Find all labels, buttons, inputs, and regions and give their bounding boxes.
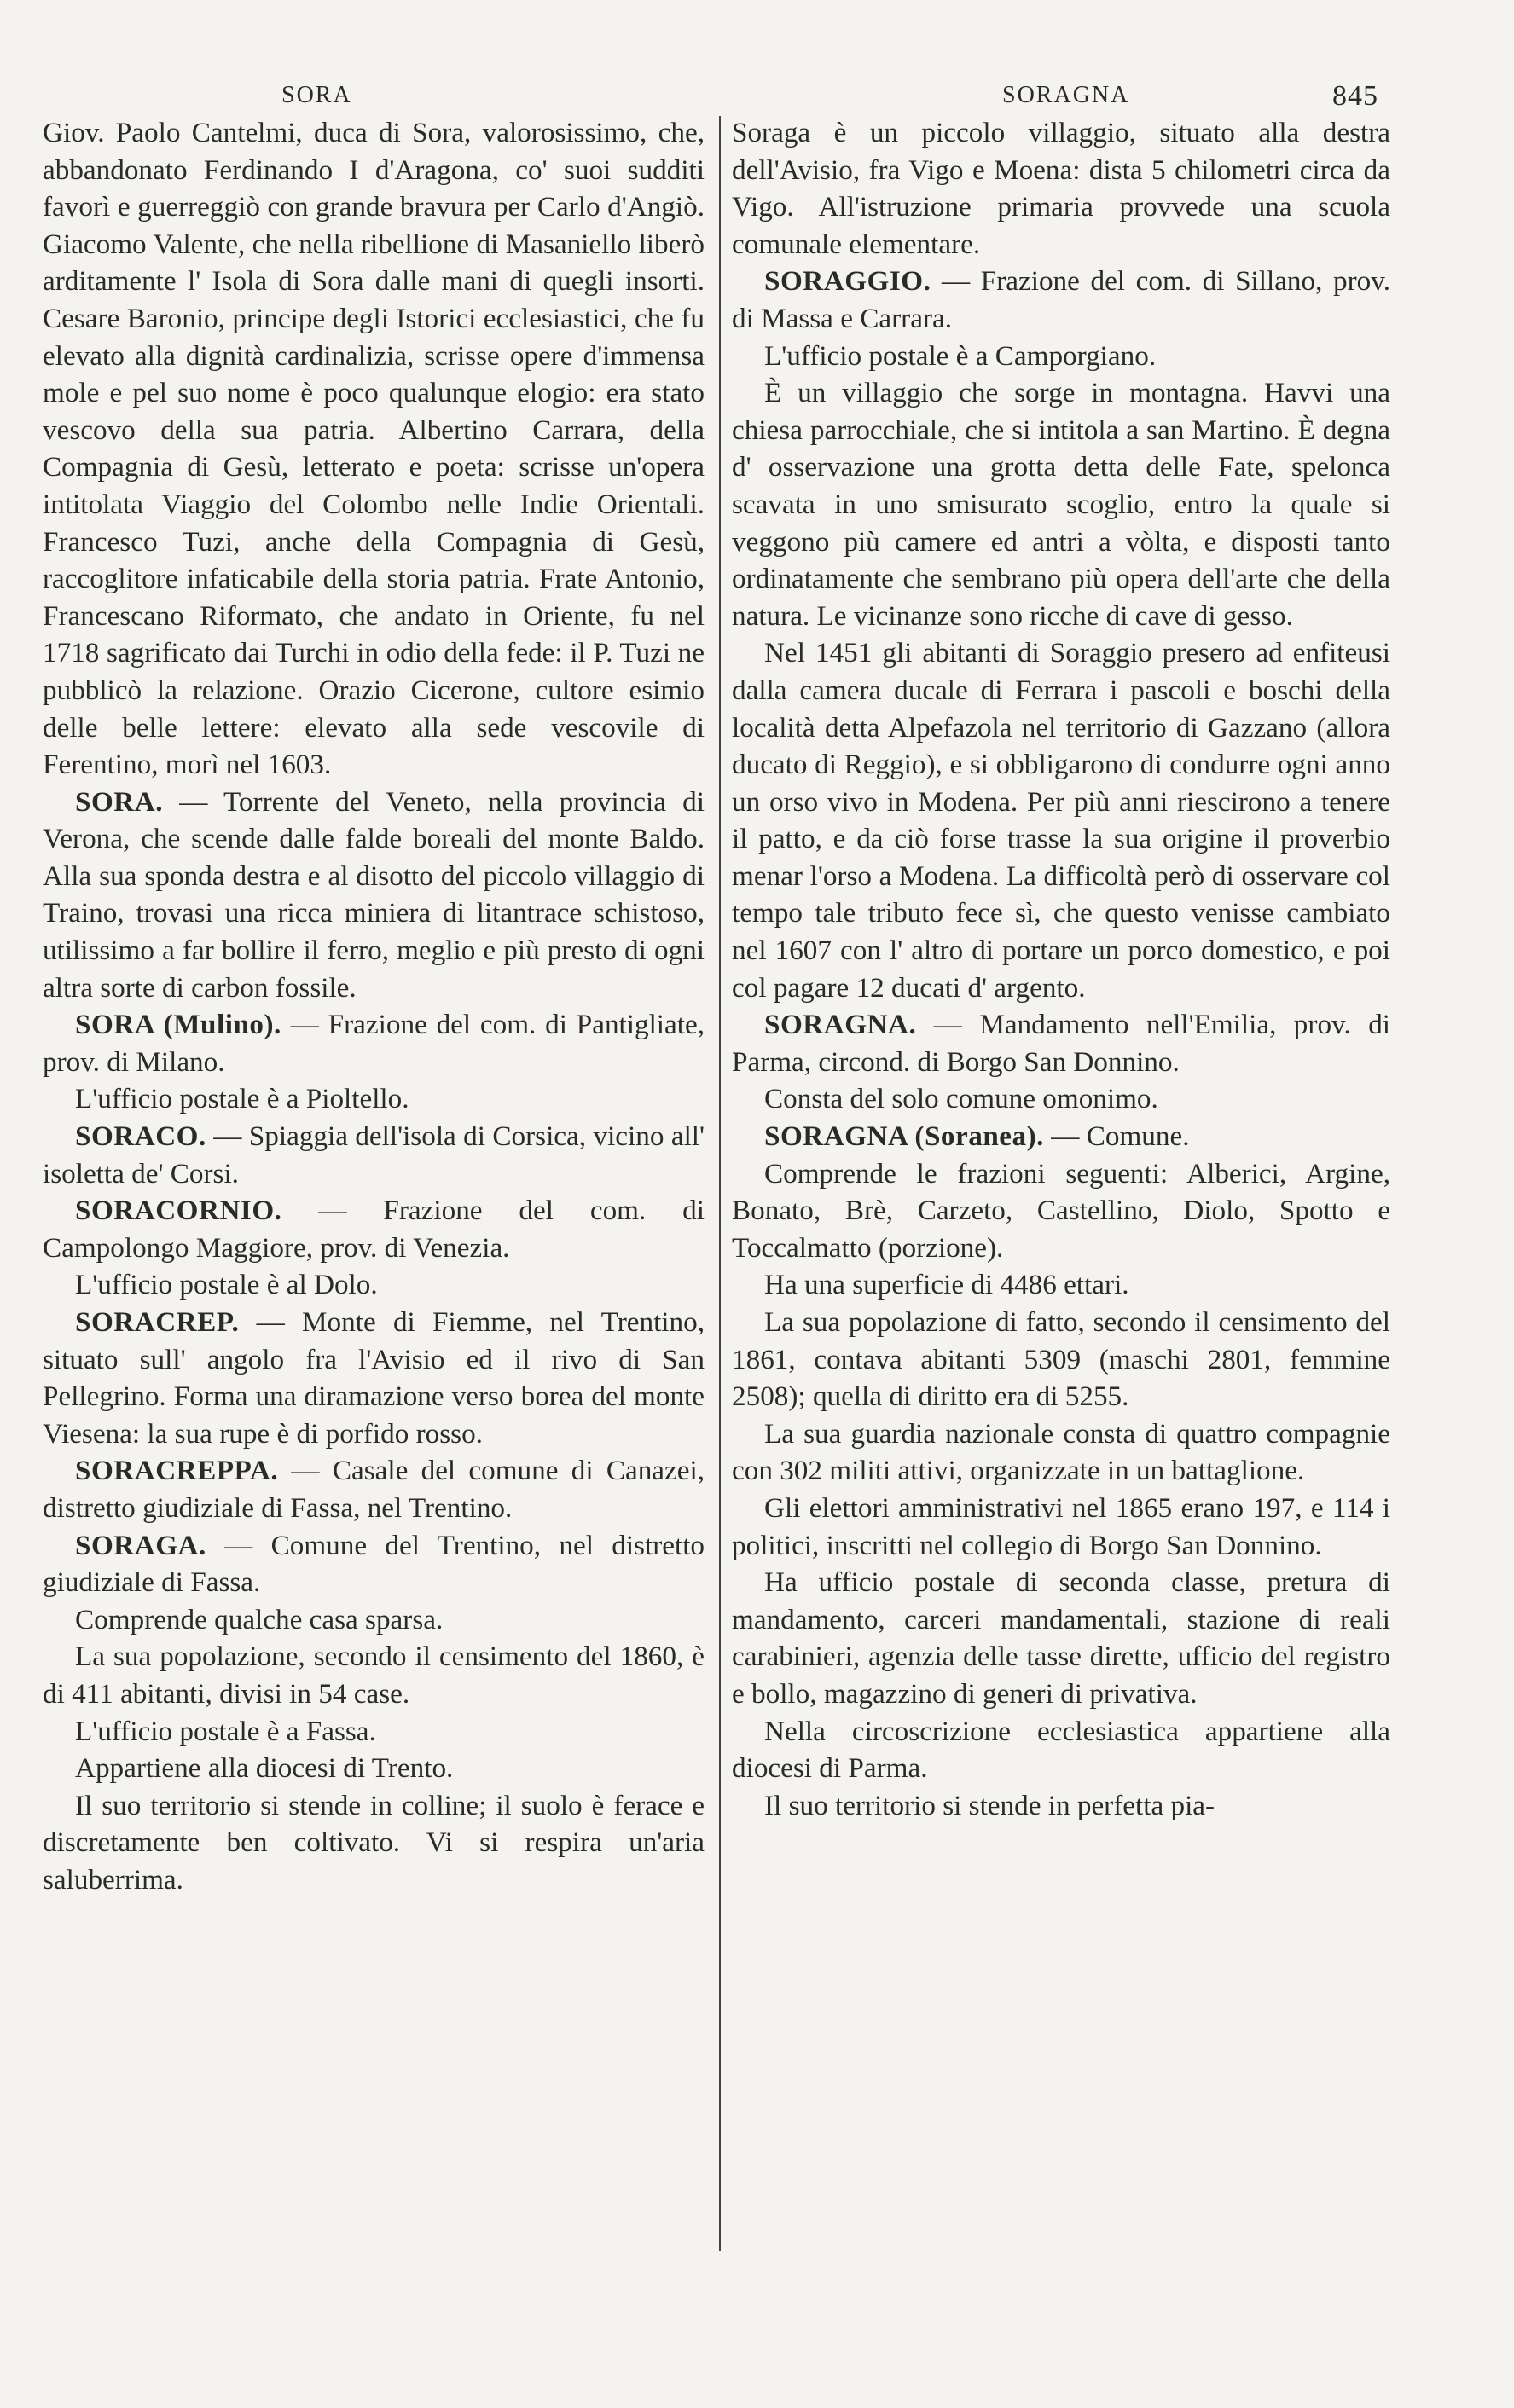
entry-term: SORAGGIO. — [764, 265, 931, 298]
entry-term: SORA. — [75, 785, 164, 818]
entry-text: Nella circoscrizione ecclesiastica appartiene alla diocesi di Parma. — [732, 1715, 1390, 1785]
entry-paragraph — [732, 1713, 1390, 1787]
entry-text: — Frazione del com. di Pantigliate, prov. di Milano. — [43, 1009, 705, 1078]
entry-text: La sua popolazione, secondo il censimento del 1860, è di 411 abitanti, divisi in 54 case. — [43, 1641, 705, 1710]
entry-term: SORACREPPA. — [75, 1455, 279, 1487]
entry-paragraph — [732, 1080, 1390, 1118]
entry-text: — Torrente del Veneto, nella provincia di Verona, che scende dalle falde boreali del monte Baldo. Alla sua sponda destra e al disotto del piccolo villaggio di Traino, trovasi una ricca miniera di litantrace schistoso, utilissimo a far bollire il ferro, meglio e più presto di ogni altra sorte di carbon fossile. — [43, 785, 705, 1004]
entry-text: Comprende le frazioni seguenti: Alberici, Argine, Bonato, Brè, Carzeto, Castellino, Diolo, Spotto e Toccalmatto (porzione). — [732, 1157, 1390, 1264]
entry-text: — Frazione del com. di Campolongo Maggiore, prov. di Venezia. — [43, 1195, 705, 1264]
entry-text: — Casale del comune di Canazei, distretto giudiziale di Fassa, nel Trentino. — [43, 1455, 705, 1524]
entry-paragraph — [732, 1155, 1390, 1267]
entry-text: — Frazione del com. di Sillano, prov. di Massa e Carrara. — [732, 265, 1390, 334]
entry-text: — Spiaggia dell'isola di Corsica, vicino all' isoletta de' Corsi. — [43, 1120, 705, 1190]
entry-paragraph — [43, 1080, 705, 1118]
entry-paragraph — [43, 784, 705, 1007]
entry-paragraph — [732, 374, 1390, 634]
entry-paragraph — [43, 1006, 705, 1080]
entry-paragraph — [732, 114, 1390, 263]
entry-paragraph — [43, 114, 705, 784]
entry-paragraph — [43, 1787, 705, 1899]
entry-text: Giov. Paolo Cantelmi, duca di Sora, valorosissimo, che, abbandonato Ferdinando I d'Aragona, co' suoi sudditi favorì e guerreggiò con grande bravura per Carlo d'Angiò. Giacomo Valente, che nella ribellione di Masaniello liberò arditamente l' Isola di Sora dalle mani di quegli insorti. Cesare Baronio, principe degli Istorici ecclesiastici, che fu elevato alla dignità cardinalizia, scrisse opere d'immensa mole e pel suo nome è poco qualunque elogio: era stato vescovo della sua patria. Albertino Carrara, della Compagnia di Gesù, letterato e poeta: scrisse un'opera intitolata Viaggio del Colombo nelle Indie Orientali. Francesco Tuzi, anche della Compagnia di Gesù, raccoglitore infaticabile della storia patria. Frate Antonio, Francescano Riformato, che andato in Oriente, fu nel 1718 sagrificato dai Turchi in odio della fede: il P. Tuzi ne pubblicò la relazione. Orazio Cicerone, cultore esimio delle belle lettere: elevato alla sede vescovile di Ferentino, morì nel 1603. — [43, 117, 705, 781]
entry-paragraph — [732, 1787, 1390, 1825]
entry-paragraph — [43, 1118, 705, 1192]
entry-paragraph — [732, 1490, 1390, 1564]
entry-text: L'ufficio postale è a Fassa. — [75, 1715, 376, 1747]
entry-paragraph — [732, 1118, 1390, 1155]
running-head-right: SORAGNA — [1002, 82, 1130, 108]
entry-text: La sua popolazione di fatto, secondo il censimento del 1861, contava abitanti 5309 (maschi 2801, femmine 2508); quella di diritto era di 5255. — [732, 1306, 1390, 1413]
running-head-left: SORA — [281, 82, 352, 108]
entry-term: SORAGNA. — [764, 1009, 917, 1041]
entry-paragraph — [43, 1452, 705, 1526]
entry-paragraph — [43, 1713, 705, 1751]
entry-text: Nel 1451 gli abitanti di Soraggio presero ad enfiteusi dalla camera ducale di Ferrara i pascoli e boschi della località detta Alpefazola nel territorio di Gazzano (allora ducato di Reggio), e si obbligarono di condurre ogni anno un orso vivo in Modena. Per più anni riescirono a tenere il patto, e da ciò forse trasse la sua origine il proverbio menar l'orso a Modena. La difficoltà però di osservare col tempo tale tributo fece sì, che questo venisse cambiato nel 1607 con l' altro di portare un porco domestico, e poi col pagare 12 ducati d' argento. — [732, 637, 1390, 1004]
entry-text: — Comune. — [1051, 1120, 1190, 1153]
entry-term: SORACO. — [75, 1120, 206, 1153]
entry-paragraph — [43, 1192, 705, 1266]
entry-text: Ha una superficie di 4486 ettari. — [764, 1269, 1129, 1301]
entry-text: Soraga è un piccolo villaggio, situato alla destra dell'Avisio, fra Vigo e Moena: dista 5 chilometri circa da Vigo. All'istruzione primaria provvede una scuola comunale elementare. — [732, 117, 1390, 260]
entry-paragraph — [43, 1601, 705, 1639]
entry-paragraph — [43, 1266, 705, 1304]
entry-text: — Comune del Trentino, nel distretto giudiziale di Fassa. — [43, 1529, 705, 1599]
entry-paragraph — [732, 1564, 1390, 1712]
entry-text: L'ufficio postale è a Camporgiano. — [764, 339, 1157, 372]
entry-text: Ha ufficio postale di seconda classe, pretura di mandamento, carceri mandamentali, stazione di reali carabinieri, agenzia delle tasse dirette, ufficio del registro e bollo, magazzino di generi di privativa. — [732, 1566, 1390, 1710]
entry-paragraph — [732, 263, 1390, 337]
page-number: 845 — [1332, 80, 1378, 112]
right-column — [732, 114, 1390, 1824]
entry-paragraph — [732, 1304, 1390, 1415]
entry-term: SORAGA. — [75, 1529, 206, 1561]
entry-term: SORA (Mulino). — [75, 1009, 281, 1041]
entry-text: — Monte di Fiemme, nel Trentino, situato sull' angolo fra l'Avisio ed il rivo di San Pellegrino. Forma una diramazione verso borea del monte Viesena: la sua rupe è di porfido rosso. — [43, 1306, 705, 1450]
entry-text: Consta del solo comune omonimo. — [764, 1083, 1158, 1115]
entry-paragraph — [732, 1415, 1390, 1490]
entry-paragraph — [43, 1304, 705, 1452]
entry-text: È un villaggio che sorge in montagna. Havvi una chiesa parrocchiale, che si intitola a san Martino. È degna d' osservazione una grotta detta delle Fate, spelonca scavata in uno smisurato scoglio, entro la quale si veggono più camere ed antri a vòlta, e disposti tanto ordinatamente che sembrano più opera dell'arte che della natura. Le vicinanze sono ricche di cave di gesso. — [732, 377, 1390, 632]
left-column — [43, 114, 705, 1899]
entry-term: SORAGNA (Soranea). — [764, 1120, 1044, 1153]
entry-paragraph — [732, 1266, 1390, 1304]
entry-text: Gli elettori amministrativi nel 1865 erano 197, e 114 i politici, inscritti nel collegio di Borgo San Donnino. — [732, 1491, 1390, 1561]
entry-text: Appartiene alla diocesi di Trento. — [75, 1752, 454, 1785]
entry-paragraph — [43, 1638, 705, 1712]
entry-paragraph — [732, 634, 1390, 1006]
entry-text: Comprende qualche casa sparsa. — [75, 1603, 444, 1635]
entry-term: SORACORNIO. — [75, 1195, 282, 1227]
entry-term: SORACREP. — [75, 1306, 240, 1338]
column-divider — [719, 116, 721, 2251]
entry-text: L'ufficio postale è al Dolo. — [75, 1269, 378, 1301]
entry-text: Il suo territorio si stende in colline; il suolo è ferace e discretamente ben coltivato. Vi si respira un'aria saluberrima. — [43, 1789, 705, 1896]
entry-text: La sua guardia nazionale consta di quattro compagnie con 302 militi attivi, organizzate in un battaglione. — [732, 1417, 1390, 1487]
entry-text: L'ufficio postale è a Pioltello. — [75, 1083, 409, 1115]
entry-text: — Mandamento nell'Emilia, prov. di Parma, circond. di Borgo San Donnino. — [732, 1009, 1391, 1078]
entry-text: Il suo territorio si stende in perfetta pia- — [764, 1789, 1215, 1821]
entry-paragraph — [43, 1527, 705, 1601]
entry-paragraph — [732, 1006, 1390, 1080]
entry-paragraph — [732, 338, 1390, 375]
entry-paragraph — [43, 1750, 705, 1787]
